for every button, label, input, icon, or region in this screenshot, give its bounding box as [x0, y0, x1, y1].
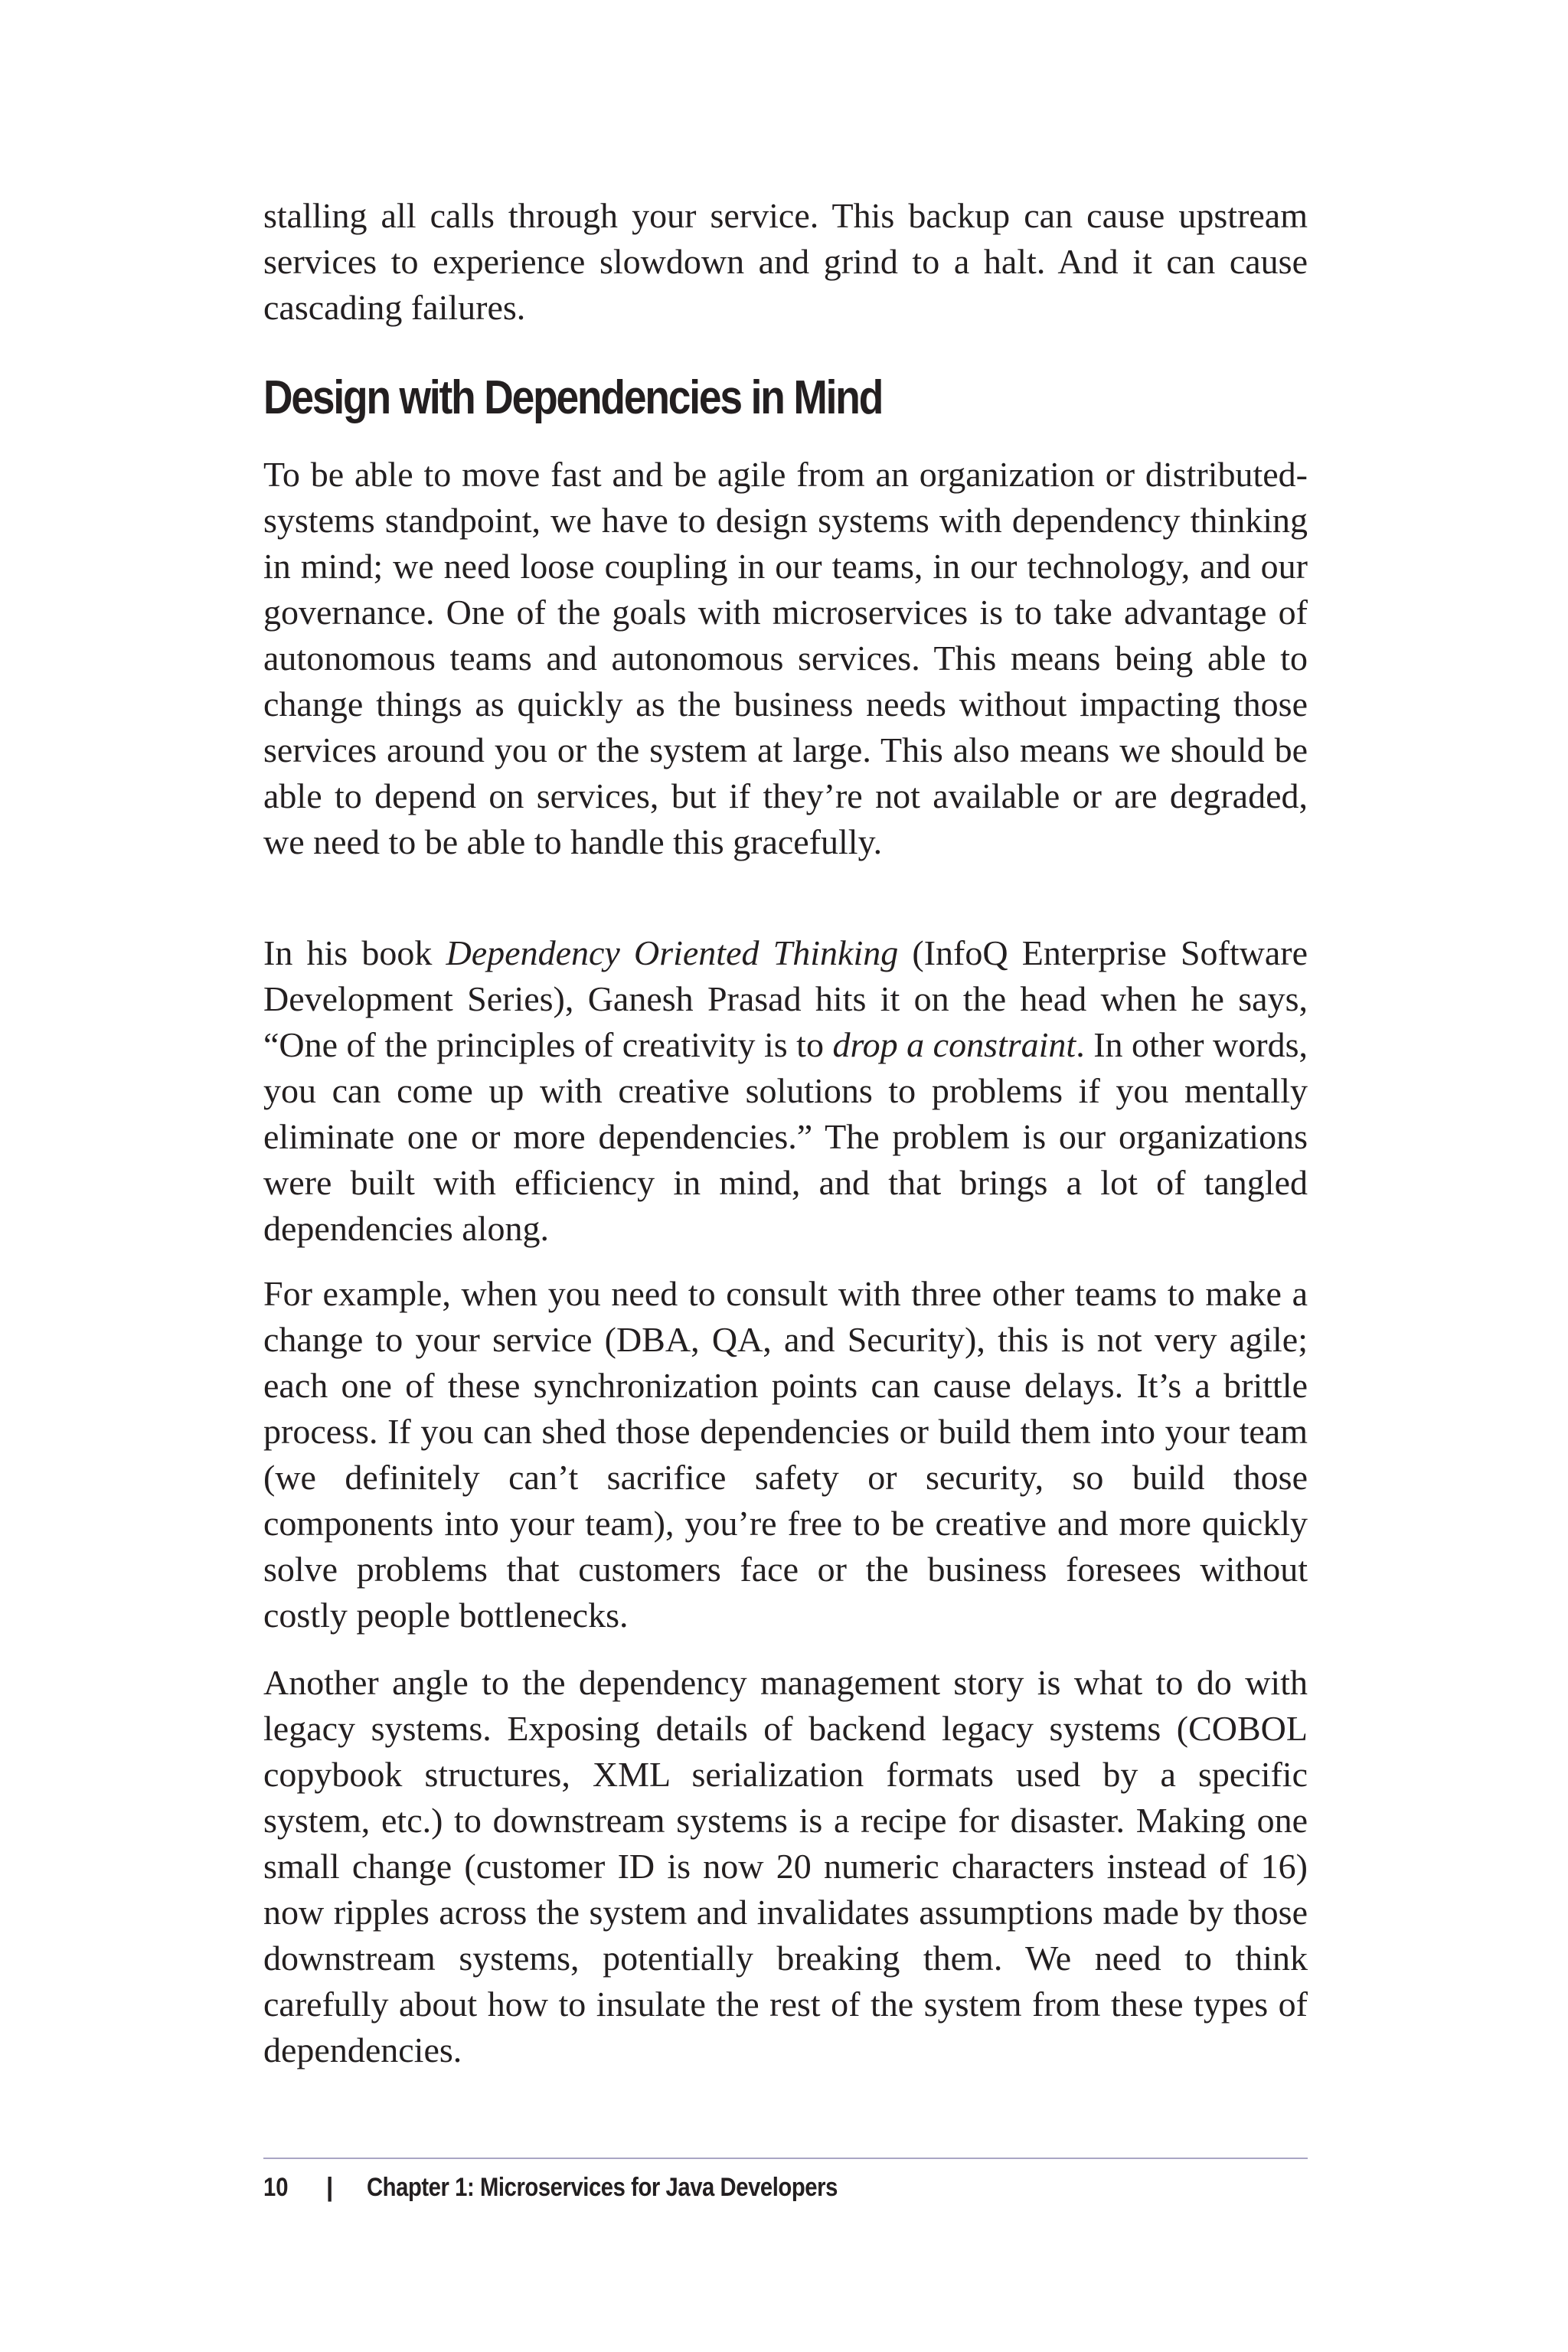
chapter-title: Chapter 1: Microservices for Java Developers — [367, 2173, 838, 2202]
footer-separator: | — [325, 2173, 334, 2202]
paragraph-design-intro: To be able to move fast and be agile from an organization or distributed-systems standpoint, we have to design systems with dependency thinking in mind; we need loose coupling in our teams, in our technology, and our governance. One of the goals with microservices is to take advantage of autonomous teams and autonomous services. This means being able to change things as quickly as the business needs without impacting those services around you or the system at large. This also means we should be able to depend on services, but if they’re not available or are degraded, we need to be able to handle this gracefully. — [263, 455, 1308, 861]
emphasis: drop a constraint — [832, 1025, 1076, 1064]
book-title: Dependency Oriented Thinking — [446, 933, 899, 972]
text-run: . In other words, you can come up with creative solutions to problems if you mentally eliminate one or more dependencies.” The problem is our organizations were built with efficiency in mind, and that brings a lot of tangled dependencies along. — [263, 1025, 1308, 1248]
paragraph-example: For example, when you need to consult with three other teams to make a change to your service (DBA, QA, and Security), this is not very agile; each one of these synchronization points can cause delays. It’s a brittle process. If you can shed those dependencies or build them into your team (we definitely can’t sacrifice safety or security, so build those components into your team), you’re free to be creative and more quickly solve problems that customers face or the business foresees without costly people bottlenecks. — [263, 1274, 1308, 1635]
section-heading: Design with Dependencies in Mind — [263, 371, 883, 424]
paragraph-book-quote — [263, 930, 1308, 1252]
page-footer — [263, 2168, 1308, 2207]
paragraph-legacy-systems: Another angle to the dependency management story is what to do with legacy systems. Exposing details of backend legacy systems (COBOL copybook structures, XML serialization formats used by a specific system, etc.) to downstream systems is a recipe for disaster. Making one small change (customer ID is now 20 numeric characters instead of 16) now ripples across the system and invalidates assumptions made by those downstream systems, potentially breaking them. We need to think carefully about how to insulate the rest of the system from these types of dependencies. — [263, 1663, 1308, 2069]
text-run: (InfoQ Enterprise Software Development Series), Ganesh Prasad hits it on the head when he says, “One of the principles of creativity is to — [263, 933, 1308, 1064]
page-number: 10 — [263, 2173, 289, 2202]
text-run: In his book — [263, 933, 446, 972]
paragraph-continuation: stalling all calls through your service. This backup can cause upstream services to experience slowdown and grind to a halt. And it can cause cascading failures. — [263, 196, 1308, 327]
footer-rule — [263, 2158, 1308, 2159]
